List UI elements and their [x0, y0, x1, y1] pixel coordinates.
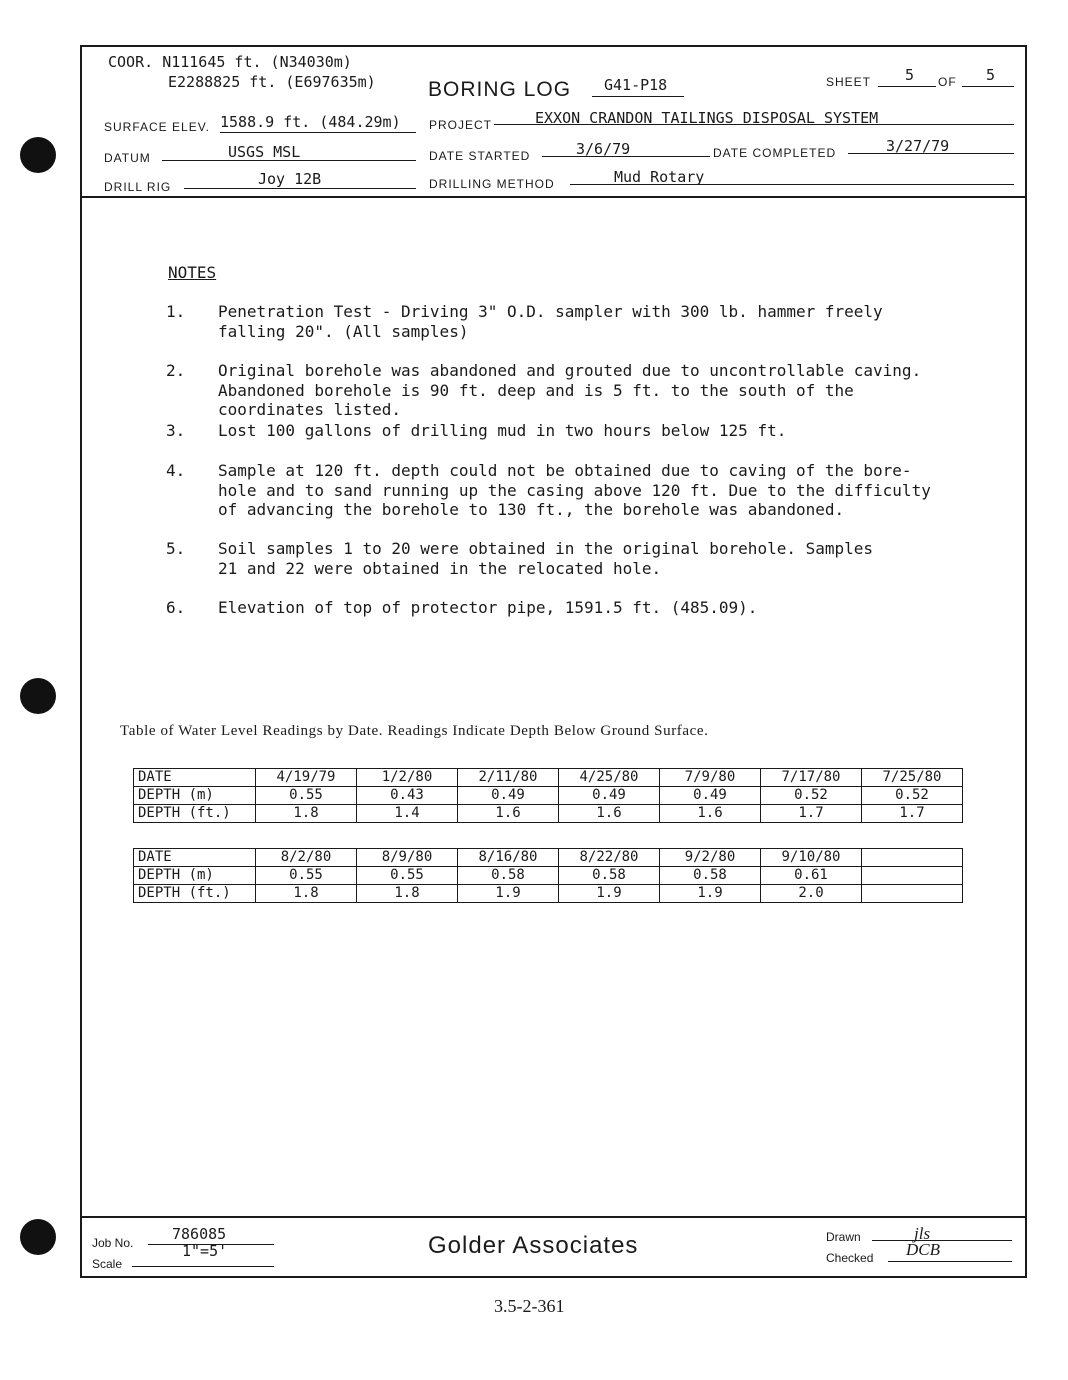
depth-m-cell: 0.52: [862, 787, 963, 805]
page-frame: [80, 45, 1027, 1278]
surface-elev-label: SURFACE ELEV.: [104, 120, 210, 134]
coor-northing: N111645 ft. (N34030m): [162, 53, 352, 71]
date-cell: 9/2/80: [660, 849, 761, 867]
date-cell: 1/2/80: [357, 769, 458, 787]
project-label: PROJECT: [429, 118, 493, 132]
depth-m-cell: 0.49: [660, 787, 761, 805]
of-label: OF: [938, 75, 957, 89]
depth-ft-cell: 1.8: [256, 805, 357, 823]
date-cell: 4/25/80: [559, 769, 660, 787]
note-number-4: 4.: [166, 461, 186, 480]
scale-value: 1"=5': [182, 1242, 228, 1260]
depth-ft-cell: 1.9: [559, 885, 660, 903]
depth-m-cell: 0.52: [761, 787, 862, 805]
surface-elev-value: 1588.9 ft. (484.29m): [220, 113, 401, 131]
depth-ft-cell: 1.8: [256, 885, 357, 903]
drill-rig-underline: [184, 188, 416, 189]
row-label-depth-ft: DEPTH (ft.): [134, 885, 256, 903]
drawn-initials: jls: [914, 1224, 931, 1243]
drawn-underline: [872, 1240, 1012, 1241]
table-row: [134, 867, 963, 885]
depth-m-cell: 0.49: [458, 787, 559, 805]
water-table-caption: Table of Water Level Readings by Date. Readings Indicate Depth Below Ground Surface.: [120, 723, 709, 739]
date-cell: 7/25/80: [862, 769, 963, 787]
boring-id: G41-P18: [604, 76, 668, 94]
drill-rig-value: Joy 12B: [258, 170, 322, 188]
depth-ft-cell: 1.8: [357, 885, 458, 903]
depth-m-cell: 0.49: [559, 787, 660, 805]
binder-hole-middle: [20, 678, 56, 714]
table-row: [134, 769, 963, 787]
depth-ft-cell: 1.6: [458, 805, 559, 823]
note-number-2: 2.: [166, 361, 186, 380]
depth-m-cell: 0.55: [256, 787, 357, 805]
depth-m-cell: 0.58: [559, 867, 660, 885]
note-number-1: 1.: [166, 302, 186, 321]
sheet-number: 5: [905, 66, 915, 84]
date-completed-value: 3/27/79: [886, 137, 950, 155]
date-cell: 7/9/80: [660, 769, 761, 787]
date-started-value: 3/6/79: [576, 140, 631, 158]
coor-label: COOR.: [108, 53, 154, 71]
date-started-label: DATE STARTED: [429, 149, 531, 163]
sheet-label: SHEET: [826, 75, 872, 89]
depth-ft-cell: 1.4: [357, 805, 458, 823]
row-label-depth-ft: DEPTH (ft.): [134, 805, 256, 823]
date-started-underline: [542, 156, 710, 157]
coordinates: [108, 52, 376, 92]
note-text-6: Elevation of top of protector pipe, 1591.5 ft. (485.09).: [218, 598, 758, 617]
project-value: EXXON CRANDON TAILINGS DISPOSAL SYSTEM: [535, 109, 879, 127]
note-text-5: Soil samples 1 to 20 were obtained in the original borehole. Samples 21 and 22 were obtained in the relocated hole.: [218, 539, 874, 578]
row-label-date: DATE: [134, 769, 256, 787]
job-no-label: Job No.: [92, 1236, 134, 1250]
date-cell: 7/17/80: [761, 769, 862, 787]
checked-initials: DCB: [906, 1240, 940, 1259]
note-text-3: Lost 100 gallons of drilling mud in two hours below 125 ft.: [218, 421, 787, 440]
doc-title: BORING LOG: [428, 78, 572, 101]
date-cell: 8/9/80: [357, 849, 458, 867]
date-cell: 8/22/80: [559, 849, 660, 867]
checked-label: Checked: [826, 1251, 874, 1265]
date-cell: 2/11/80: [458, 769, 559, 787]
date-cell: 8/2/80: [256, 849, 357, 867]
depth-ft-cell: 1.6: [559, 805, 660, 823]
empty-cell: [862, 849, 963, 867]
sheet-total: 5: [986, 66, 996, 84]
empty-cell: [862, 885, 963, 903]
note-text-2: Original borehole was abandoned and grouted due to uncontrollable caving. Abandoned borehole is 90 ft. deep and is 5 ft. to the south of the coordinates listed.: [218, 361, 922, 419]
row-label-depth-m: DEPTH (m): [134, 867, 256, 885]
note-number-5: 5.: [166, 539, 186, 558]
datum-underline: [162, 160, 416, 161]
job-no-value: 786085: [172, 1225, 227, 1243]
surface-elev-underline: [220, 132, 416, 133]
drill-rig-label: DRILL RIG: [104, 180, 172, 194]
notes-heading: NOTES: [168, 263, 217, 282]
depth-m-cell: 0.61: [761, 867, 862, 885]
date-cell: 4/19/79: [256, 769, 357, 787]
footer-divider: [80, 1216, 1027, 1218]
scale-underline: [132, 1266, 274, 1267]
date-completed-underline: [848, 153, 1014, 154]
drawn-label: Drawn: [826, 1230, 861, 1244]
company-name: Golder Associates: [428, 1232, 639, 1259]
drilling-method-underline: [570, 184, 1014, 185]
depth-ft-cell: 1.7: [761, 805, 862, 823]
date-completed-label: DATE COMPLETED: [713, 146, 837, 160]
date-cell: 8/16/80: [458, 849, 559, 867]
page-number: 3.5-2-361: [494, 1296, 565, 1316]
depth-m-cell: 0.43: [357, 787, 458, 805]
table-row: [134, 849, 963, 867]
water-level-table-2: [133, 848, 963, 903]
table-row: [134, 787, 963, 805]
empty-cell: [862, 867, 963, 885]
binder-hole-bottom: [20, 1219, 56, 1255]
project-underline: [494, 124, 1014, 125]
water-level-table-1: [133, 768, 963, 823]
binder-hole-top: [20, 137, 56, 173]
depth-ft-cell: 1.7: [862, 805, 963, 823]
depth-ft-cell: 1.9: [458, 885, 559, 903]
note-text-4: Sample at 120 ft. depth could not be obtained due to caving of the bore- hole and to sand running up the casing above 120 ft. Due to the difficulty of advancing the borehole to 130 ft., the borehole was abandoned.: [218, 461, 931, 519]
drilling-method-value: Mud Rotary: [614, 168, 705, 186]
depth-ft-cell: 1.6: [660, 805, 761, 823]
note-number-6: 6.: [166, 598, 186, 617]
depth-ft-cell: 1.9: [660, 885, 761, 903]
row-label-date: DATE: [134, 849, 256, 867]
row-label-depth-m: DEPTH (m): [134, 787, 256, 805]
date-cell: 9/10/80: [761, 849, 862, 867]
scale-label: Scale: [92, 1257, 123, 1271]
depth-m-cell: 0.58: [660, 867, 761, 885]
coor-easting: E2288825 ft. (E697635m): [168, 73, 376, 91]
table-row: [134, 885, 963, 903]
drilling-method-label: DRILLING METHOD: [429, 177, 555, 191]
depth-m-cell: 0.58: [458, 867, 559, 885]
header-divider: [80, 196, 1027, 198]
datum-label: DATUM: [104, 151, 151, 165]
checked-underline: [888, 1261, 1012, 1262]
note-number-3: 3.: [166, 421, 186, 440]
boring-id-underline: [592, 96, 684, 97]
sheet-total-underline: [962, 86, 1014, 87]
note-text-1: Penetration Test - Driving 3" O.D. sampler with 300 lb. hammer freely falling 20". (All samples): [218, 302, 883, 341]
sheet-number-underline: [878, 86, 936, 87]
table-row: [134, 805, 963, 823]
depth-m-cell: 0.55: [256, 867, 357, 885]
depth-m-cell: 0.55: [357, 867, 458, 885]
depth-ft-cell: 2.0: [761, 885, 862, 903]
datum-value: USGS MSL: [228, 143, 301, 161]
